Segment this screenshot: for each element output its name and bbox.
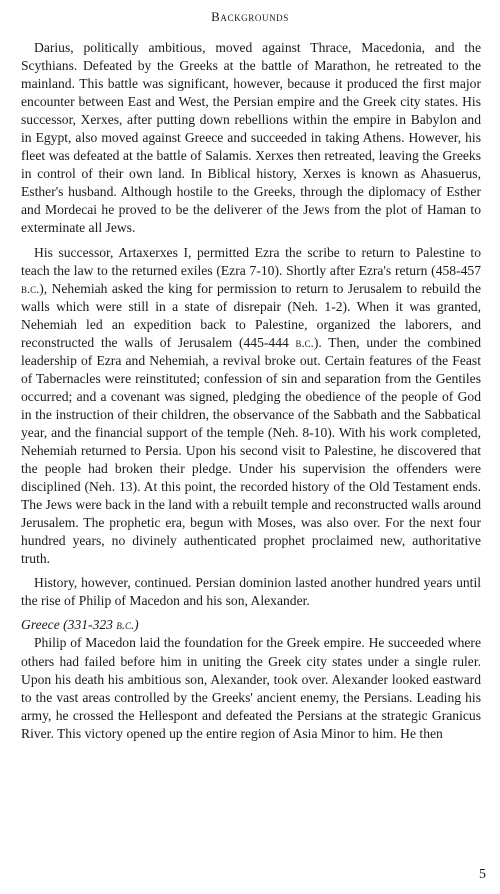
era-abbreviation: b.c. [295,335,314,350]
section-heading-close: ) [134,617,139,633]
paragraph-artaxerxes-part-b: ), Nehemiah asked the king for permission to return to Jerusalem to rebuild the walls which were still in a state of disrepair (Neh. 1-2). When it was granted, Nehemiah led an expedition back to Palestine, organized the laborers, and reconstructed the walls of Jerusalem (445-444 [21,280,481,350]
paragraph-darius: Darius, politically ambitious, moved against Thrace, Macedonia, and the Scythians. Defeated by the Greeks at the battle of Marathon, he retreated to the mainland. This battle was significant, however, because it produced the first major encounter between East and West, the Persian empire and the Greek city states. His successor, Xerxes, after putting down rebellions within the empire in Babylon and in Egypt, also moved against Greece and succeeded in taking Athens. However, his fleet was defeated at the battle of Salamis. Xerxes then retreated, leaving the Greeks in control of their own land. In Biblical history, Xerxes is known as Ahasuerus, Esther's husband. Although hostile to the Greeks, through the diplomacy of Esther and Mordecai he proved to be the deliverer of the Jews from the plot of Haman to exterminate all Jews. [21,40,481,236]
running-head: Backgrounds [211,9,289,24]
section-heading-greece [21,616,481,634]
page-number: 5 [479,867,486,882]
era-abbreviation: b.c. [21,281,40,296]
body-text [21,39,481,749]
paragraph-artaxerxes [21,244,481,569]
paragraph-philip: Philip of Macedon laid the foundation for the Greek empire. He succeeded where others had failed before him in uniting the Greek city states under a single ruler. Upon his death his ambitious son, Alexander, took over. Alexander looked eastward to the vast areas controlled by the Greeks' ancient enemy, the Persians. Leading his army, he crossed the Hellespont and defeated the Persians at the strategic Granicus River. This victory opened up the entire region of Asia Minor to him. He then [21,635,481,741]
section-heading-text: Greece (331-323 [21,617,117,633]
paragraph-artaxerxes-part-c: ). Then, under the combined leadership of Ezra and Nehemiah, a revival broke out. Certain features of the Feast of Tabernacles were reinstituted; confession of sin and separation from the Gentiles occurred; and a covenant was signed, pledging the obedience of the people of God in the instruction of their children, the observance of the Sabbath and the Sabbatical year, and the financial support of the temple (Neh. 8-10). With his work completed, Nehemiah returned to Persia. Upon his second visit to Palestine, he discovered that the people had broken their pledge. Under his supervision the offenders were disciplined (Neh. 13). At this point, the recorded history of the Old Testament ends. The Jews were back in the land with a rebuilt temple and reconstructed walls around Jerusalem. The prophetic era, begun with Moses, was also over. For the next four hundred years, no divinely authenticated prophet proclaimed new, authoritative truth. [21,334,481,567]
era-abbreviation: b.c. [116,618,135,633]
paragraph-artaxerxes-part-a: His successor, Artaxerxes I, permitted Ezra the scribe to return to Palestine to teach the law to the returned exiles (Ezra 7-10). Shortly after Ezra's return (458-457 [21,244,481,278]
paragraph-history-continued: History, however, continued. Persian dominion lasted another hundred years until the rise of Philip of Macedon and his son, Alexander. [21,575,481,609]
